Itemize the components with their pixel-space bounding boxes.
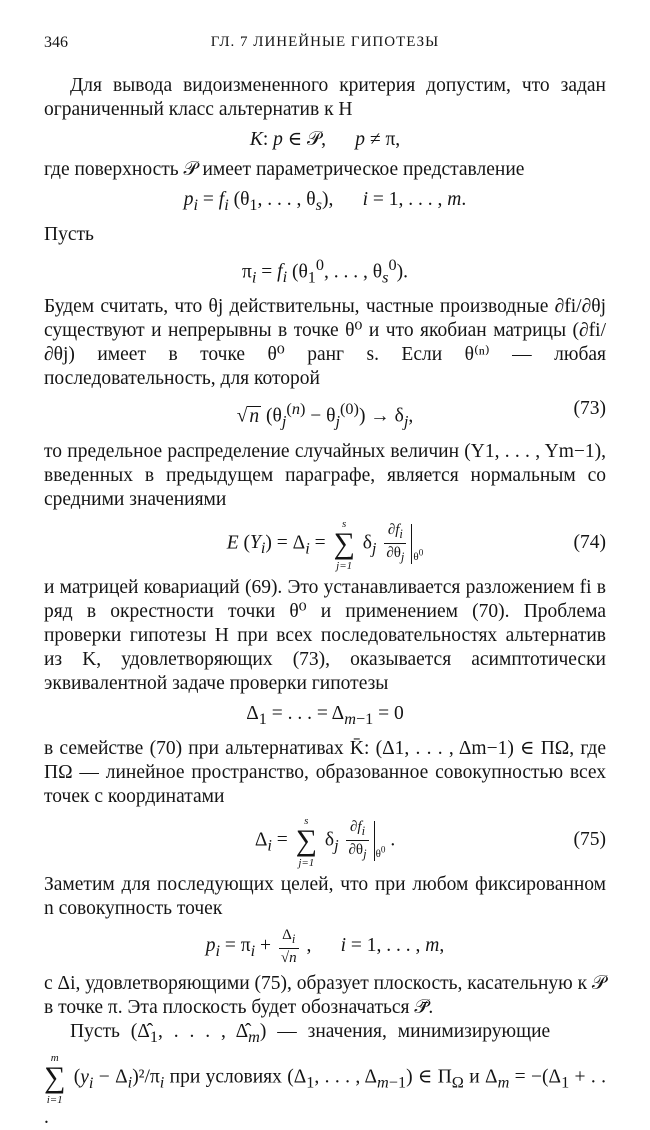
paragraph-family: в семействе (70) при альтернативах K̄: (Δ1, . . . , Δm−1) ∈ ΠΩ, где ΠΩ — линейное пространство, образованное совокупностью всех точек с координатами [44, 737, 606, 807]
chapter-title: ГЛ. 7 ЛИНЕЙНЫЕ ГИПОТЕЗЫ [210, 34, 440, 50]
paragraph-1: Для вывода видоизмененного критерия допустим, что задан ограниченный класс альтернатив к H [44, 75, 606, 120]
formula-73: √ n $(\theta_j^{(n)} - \theta_j^{(0)}) \to \delta_j$, (73) [236, 398, 606, 431]
running-header [44, 34, 606, 58]
paragraph-let: Пусть [44, 223, 94, 245]
formula-points: $p_i = \pi_i$ + $\frac{\Delta_i}{√n}$ , i = 1, . . . , m, [205, 926, 445, 966]
formula-delta-zero: $\Delta_1$ = . . . = $\Delta_{m-1} = 0$ [246, 702, 404, 728]
paragraph-surface: где поверхность 𝒫 имеет параметрическое представление [44, 159, 525, 180]
equation-number-73: (73) [573, 398, 606, 420]
paragraph-covariance: и матрицей ковариаций (69). Это устанавливается разложением fi в ряд в окрестности точки θ⁰ и применением (70). Проблема проверки гипотезы H при всех последовательностях альтернатив из K, удовлетворяющих (73), оказывается асимптотически эквивалентной задаче проверки гипотезы [44, 576, 606, 694]
formula-75: $\Delta_i = s$ ∑ j=1 $\delta_j$ $\frac{\partial f_i}{\partial\theta_j}$ $_{\theta^0}$ . (75) [254, 814, 606, 869]
page-body [44, 74, 606, 1130]
equation-number-74: (74) [573, 531, 606, 553]
paragraph-plane: с Δi, удовлетворяющими (75), образует плоскость, касательную к 𝒫 в точке π. Эта плоскость будет обозначаться 𝒫̄. [44, 972, 606, 1018]
paragraph-limit: то предельное распределение случайных величин (Y1, . . . , Ym−1), введенных в предыдущем параграфе, является нормальным со средними значениями [44, 440, 606, 510]
paragraph-assume: Будем считать, что θj действительны, частные производные ∂fi/∂θj существуют и непрерывны в точке θ⁰ и что якобиан матрицы (∂fi/∂θj) имеет в точке θ⁰ ранг s. Если θ⁽ⁿ⁾ — любая последовательность, для которой [44, 296, 606, 390]
paragraph-note: Заметим для последующих целей, что при любом фиксированном n совокупность точек [44, 873, 606, 919]
formula-parametric: $p_i = f_i$ ($\theta_1$, . . . , $\theta_s$), i = 1, . . . , m. [183, 189, 467, 214]
paragraph-sum-constraint: m ∑ i=1 $(y_i - \Delta_i)^2/\pi_i$ при условиях ($\Delta_1$, . . . , $\Delta_{m-1}$) ∈ $\Pi_\Omega$ и $\Delta_m = -(\Delta_1$ + . . . [44, 1052, 607, 1129]
formula-pi: $\pi_i = f_i$ ($\theta_1^0$, . . . , $\theta_s^0$). [242, 255, 408, 287]
formula-alternatives: K: p ∈ 𝒫, p ≠ π, [249, 129, 401, 150]
equation-number-75: (75) [573, 828, 606, 850]
page-number: 346 [44, 34, 68, 51]
formula-74: E $(Y_i) = \Delta_i = s$ ∑ j=1 $\delta_j$ $\frac{\partial f_i}{\partial\theta_j}$ $_{\theta^0}$ (74) [226, 517, 606, 572]
paragraph-minimize: Пусть ($\Deltâ_1$, . . . , $\Deltâ_m$) — значения, минимизирующие [70, 1020, 551, 1046]
